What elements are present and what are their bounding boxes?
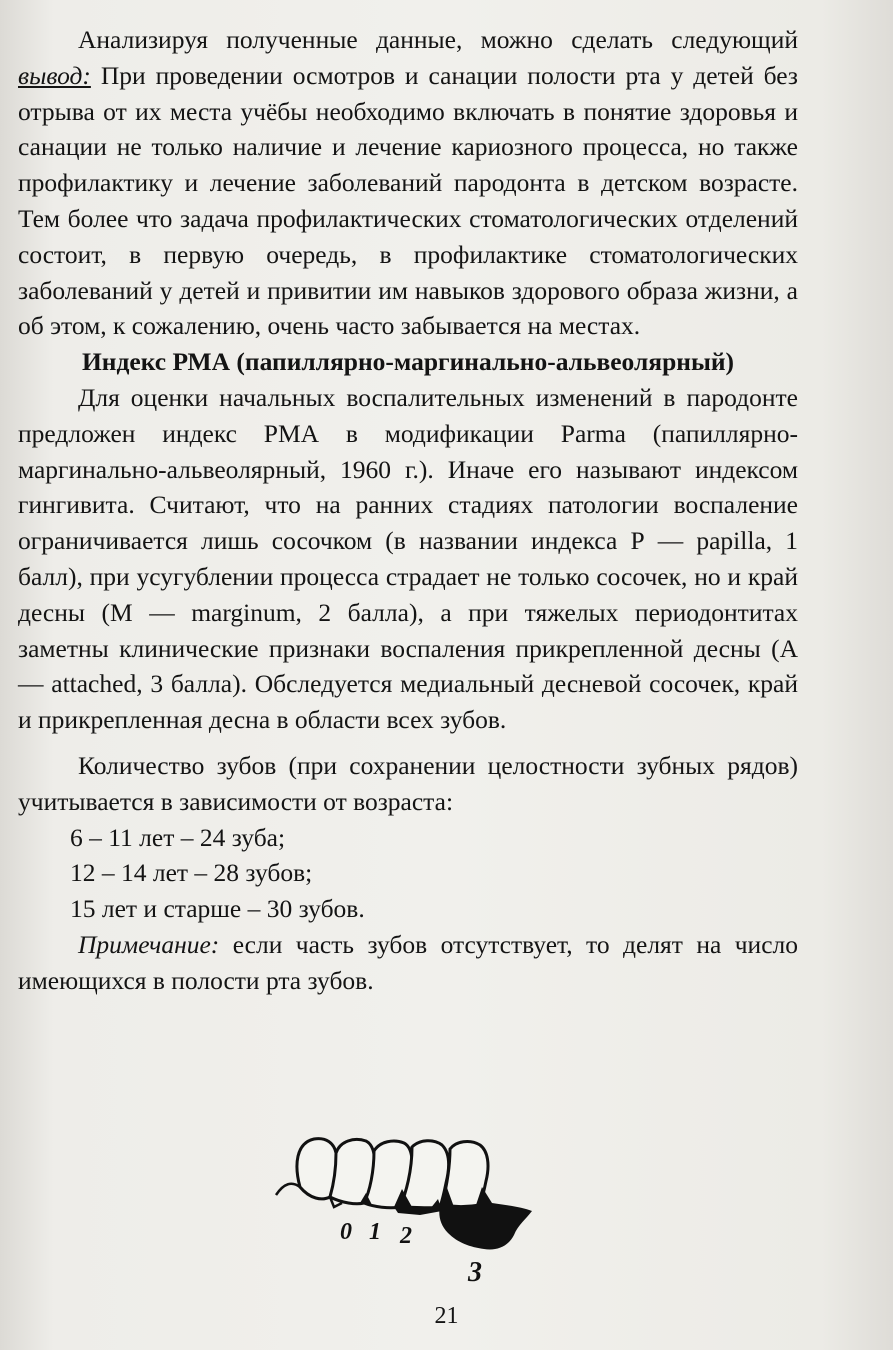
teeth-gingiva-figure — [270, 1135, 540, 1285]
section-heading: Индекс РМА (папиллярно-маргинально-альвеолярный) — [81, 347, 735, 377]
text-body — [18, 22, 798, 999]
page-number: 21 — [434, 1303, 459, 1329]
label-3: 3 — [468, 1257, 482, 1285]
label-0: 0 — [340, 1219, 352, 1245]
paragraph-teeth-count: Количество зубов (при сохранении целостности зубных рядов) учитывается в зависимости от возраста: — [18, 750, 798, 816]
conclusion-label: вывод: — [18, 60, 91, 90]
list-item: 6 – 11 лет – 24 зуба; — [70, 822, 286, 852]
paragraph-conclusion — [18, 22, 798, 344]
paragraph-pma-description: Для оценки начальных воспалительных изменений в пародонте предложен индекс РМА в модификации Parma (папиллярно-маргинально-альвеолярный, 1960 г.). Иначе его называют индексом гингивита. Считают, что на ранних стадиях патологии воспаление ограничивается лишь сосочком (в названии индекса Р — papilla, 1 балл), при усугублении процесса страдает не только сосочек, но и край десны (М — marginum, 2 балла), а при тяжелых периодонтитах заметны клинические признаки воспаления прикрепленной десны (А — attached, 3 балла). Обследуется медиальный десневой сосочек, край и прикрепленная десна в области всех зубов. — [18, 382, 798, 735]
list-item: 12 – 14 лет – 28 зубов; — [70, 858, 313, 888]
paragraph-text: Анализируя полученные данные, можно сделать следующий — [78, 25, 798, 54]
spacer — [18, 738, 798, 748]
list-item: 15 лет и старше – 30 зубов. — [70, 894, 365, 924]
gum-line — [276, 1184, 300, 1195]
note-label: Примечание: — [78, 929, 220, 959]
paragraph-text: если часть зубов отсутствует, то делят на число имеющихся в полости рта зубов. — [18, 929, 798, 995]
paragraph-note — [18, 927, 798, 999]
label-2: 2 — [400, 1223, 412, 1249]
label-1: 1 — [369, 1219, 381, 1245]
paragraph-text: При проведении осмотров и санации полости рта у детей без отрыва от их места учёбы необходимо включать в понятие здоровья и санации не только наличие и лечение кариозного процесса, но также профилактику и лечение заболеваний пародонта в детском возрасте. Тем более что задача профилактических стоматологических отделений состоит, в первую очередь, в профилактике стоматологических заболеваний у детей и привитии им навыков здорового образа жизни, а об этом, к сожалению, очень часто забывается на местах. — [18, 60, 798, 341]
